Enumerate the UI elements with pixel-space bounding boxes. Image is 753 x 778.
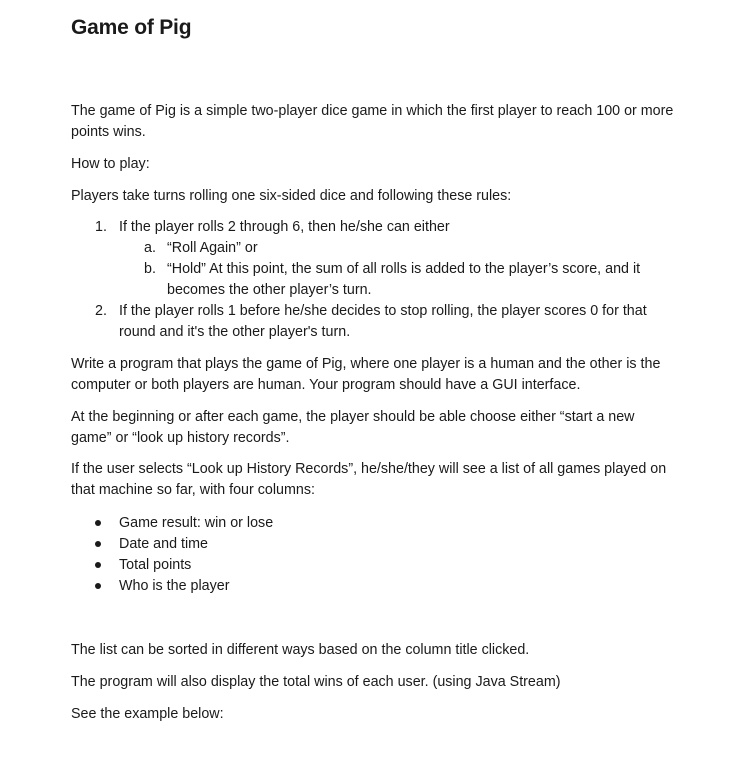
sub-rule-text: “Hold” At this point, the sum of all rolls is added to the player’s score, and it	[167, 261, 641, 277]
history-line-2: that machine so far, with four columns:	[71, 482, 315, 498]
list-item: Game result: win or lose	[119, 515, 274, 531]
history-paragraph	[71, 459, 711, 501]
sub-rule-text: “Roll Again” or	[167, 240, 258, 256]
program-line-1: Write a program that plays the game of Pig, where one player is a human and the other is the	[71, 356, 661, 372]
bullet-icon	[95, 541, 101, 547]
see-example-paragraph: See the example below:	[71, 706, 224, 722]
rule-marker: 1.	[95, 219, 107, 235]
sub-rule-marker: a.	[144, 240, 156, 256]
sub-rule-marker: b.	[144, 261, 156, 277]
page-title: Game of Pig	[71, 16, 192, 39]
sort-paragraph: The list can be sorted in different ways based on the column title clicked.	[71, 642, 530, 658]
bullet-icon	[95, 562, 101, 568]
rule-text: If the player rolls 2 through 6, then he/she can either	[119, 219, 450, 235]
list-item: Who is the player	[119, 578, 230, 594]
rule-marker: 2.	[95, 303, 107, 319]
sub-rule-text-continued: becomes the other player’s turn.	[167, 282, 372, 298]
program-line-2: computer or both players are human. Your program should have a GUI interface.	[71, 377, 581, 393]
start-line-2: game” or “look up history records”.	[71, 430, 290, 446]
how-to-play-heading: How to play:	[71, 156, 150, 172]
list-item: Date and time	[119, 536, 209, 552]
list-item: Total points	[119, 557, 192, 573]
intro-line-2: points wins.	[71, 124, 146, 140]
rules-intro: Players take turns rolling one six-sided dice and following these rules:	[71, 188, 512, 204]
wins-paragraph: The program will also display the total wins of each user. (using Java Stream)	[71, 674, 561, 690]
history-line-1: If the user selects “Look up History Records”, he/she/they will see a list of all games played on	[71, 461, 667, 477]
rule-text: If the player rolls 1 before he/she decides to stop rolling, the player scores 0 for that	[119, 303, 647, 319]
start-line-1: At the beginning or after each game, the player should be able choose either “start a new	[71, 409, 635, 425]
start-paragraph	[71, 407, 711, 449]
bullet-icon	[95, 520, 101, 526]
intro-line-1: The game of Pig is a simple two-player dice game in which the first player to reach 100 or more	[71, 103, 674, 119]
program-paragraph	[71, 354, 711, 396]
bullet-icon	[95, 583, 101, 589]
intro-paragraph	[71, 101, 711, 143]
rule-text-continued: round and it's the other player's turn.	[119, 324, 351, 340]
